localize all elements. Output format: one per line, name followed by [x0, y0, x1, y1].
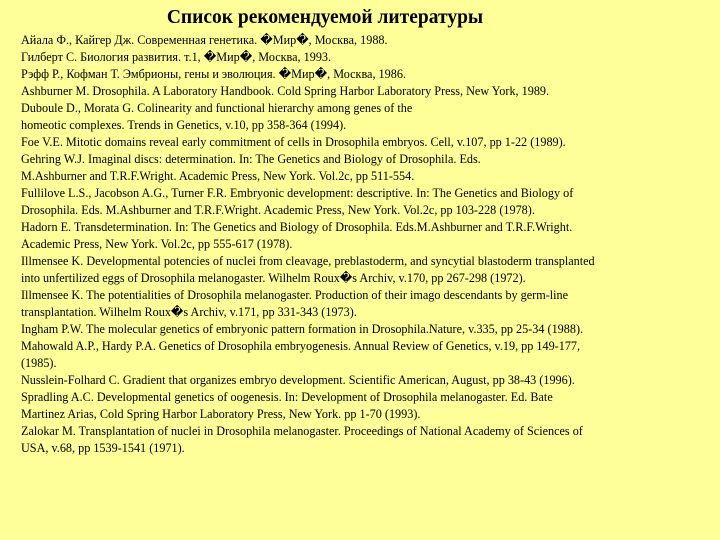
reference-line: Spradling A.C. Developmental genetics of oogenesis. In: Development of Drosophila melanogaster. Ed. Bate	[21, 390, 553, 404]
reference-line: Fullilove L.S., Jacobson A.G., Turner F.R. Embryonic development: descriptive. In: The Genetics and Biology of	[21, 186, 574, 200]
reference-line: Mahowald A.P., Hardy P.A. Genetics of Drosophila embryogenesis. Annual Review of Genetics, v.19, pp 149-177,	[21, 339, 581, 353]
reference-line: Hadorn E. Transdetermination. In: The Genetics and Biology of Drosophila. Eds.M.Ashburner and T.R.F.Wright.	[21, 220, 573, 234]
reference-line: into unfertilized eggs of Drosophila melanogaster. Wilhelm Roux�s Archiv, v.170, pp 267-298 (1972).	[21, 271, 526, 285]
reference-line: M.Ashburner and T.R.F.Wright. Academic Press, New York. Vol.2c, pp 511-554.	[21, 169, 415, 183]
reference-line: transplantation. Wilhelm Roux�s Archiv, v.171, pp 331-343 (1973).	[21, 305, 357, 319]
reference-line: Duboule D., Morata G. Colinearity and functional hierarchy among genes of the	[21, 101, 413, 115]
reference-line: Martinez Arias, Cold Spring Harbor Laboratory Press, New York. pp 1-70 (1993).	[21, 407, 421, 421]
reference-line: Drosophila. Eds. M.Ashburner and T.R.F.Wright. Academic Press, New York. Vol.2c, pp 103-228 (1978).	[21, 203, 535, 217]
reference-line: Рэфф Р., Кофман Т. Эмбрионы, гены и эволюция. �Мир�, Москва, 1986.	[21, 67, 406, 81]
reference-line: Гилберт С. Биология развития. т.1, �Мир�, Москва, 1993.	[21, 50, 332, 64]
reference-line: Айала Ф., Кайгер Дж. Современная генетика. �Мир�, Москва, 1988.	[21, 33, 388, 47]
reference-line: Academic Press, New York. Vol.2c, pp 555-617 (1978).	[21, 237, 293, 251]
reference-line: Illmensee K. The potentialities of Drosophila melanogaster. Production of their imago descendants by germ-line	[21, 288, 569, 302]
reference-line: Foe V.E. Mitotic domains reveal early commitment of cells in Drosophila embryos. Cell, v.107, pp 1-22 (1989).	[21, 135, 566, 149]
slide-title: Список рекомендуемой литературы	[166, 7, 484, 28]
reference-line: Ingham P.W. The molecular genetics of embryonic pattern formation in Drosophila.Nature, v.335, pp 25-34 (1988).	[21, 322, 584, 336]
reference-line: homeotic complexes. Trends in Genetics, v.10, pp 358-364 (1994).	[21, 118, 347, 132]
reference-line: Nusslein-Folhard C. Gradient that organizes embryo development. Scientific American, August, pp 38-43 (1996).	[21, 373, 575, 387]
reference-line: Zalokar M. Transplantation of nuclei in Drosophila melanogaster. Proceedings of National Academy of Sciences of	[21, 424, 583, 438]
reference-line: Illmensee K. Developmental potencies of nuclei from cleavage, preblastoderm, and syncytial blastoderm transplanted	[21, 254, 595, 268]
reference-list	[21, 32, 711, 457]
reference-line: Ashburner M. Drosophila. A Laboratory Handbook. Cold Spring Harbor Laboratory Press, New York, 1989.	[21, 84, 550, 98]
reference-line: USA, v.68, pp 1539-1541 (1971).	[21, 441, 185, 455]
reference-line: (1985).	[21, 356, 57, 370]
reference-line: Gehring W.J. Imaginal discs: determination. In: The Genetics and Biology of Drosophila. Eds.	[21, 152, 481, 166]
